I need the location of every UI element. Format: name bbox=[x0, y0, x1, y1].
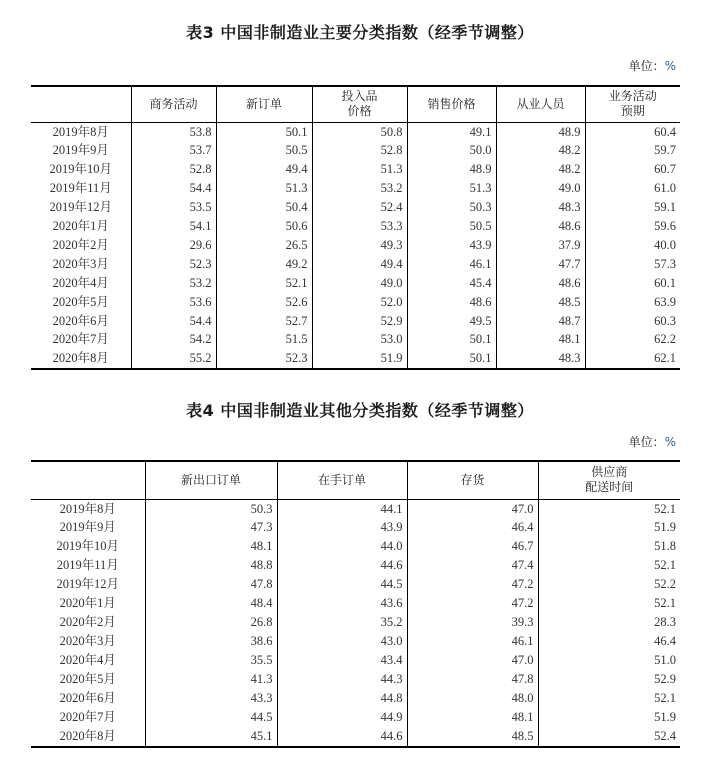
table-cell: 53.0 bbox=[312, 330, 407, 349]
table-row bbox=[31, 160, 680, 179]
table-cell: 47.2 bbox=[407, 594, 538, 613]
table3-unit bbox=[629, 57, 676, 74]
header-line: 商务活动 bbox=[149, 96, 198, 111]
table-cell: 53.6 bbox=[131, 293, 216, 312]
table-cell: 51.3 bbox=[312, 160, 407, 179]
table-cell: 50.1 bbox=[407, 330, 496, 349]
table-cell: 46.7 bbox=[407, 537, 538, 556]
table-cell: 52.7 bbox=[216, 312, 312, 331]
table-row bbox=[31, 312, 680, 331]
row-month-label: 2020年1月 bbox=[59, 596, 116, 611]
table-cell: 48.3 bbox=[496, 198, 585, 217]
table-cell: 28.3 bbox=[538, 613, 680, 632]
table-cell: 51.0 bbox=[538, 651, 680, 670]
table-cell: 48.9 bbox=[496, 122, 585, 141]
table-cell: 52.3 bbox=[131, 255, 216, 274]
table-cell: 59.1 bbox=[585, 198, 680, 217]
header-line: 新订单 bbox=[245, 96, 282, 111]
table-cell: 51.8 bbox=[538, 537, 680, 556]
table-cell: 47.7 bbox=[496, 255, 585, 274]
table-cell: 44.0 bbox=[277, 537, 407, 556]
table3-header-row bbox=[31, 86, 680, 122]
table-cell: 41.3 bbox=[145, 670, 277, 689]
table-cell: 43.3 bbox=[145, 689, 277, 708]
header-line: 业务活动 bbox=[608, 89, 657, 104]
table-cell: 49.4 bbox=[216, 160, 312, 179]
table-cell: 50.0 bbox=[407, 141, 496, 160]
table-row bbox=[31, 293, 680, 312]
table-cell: 49.4 bbox=[312, 255, 407, 274]
table-cell: 48.5 bbox=[407, 727, 538, 747]
table4-header-new-export-orders bbox=[145, 461, 277, 499]
table-cell: 45.1 bbox=[145, 727, 277, 747]
table-cell: 43.0 bbox=[277, 632, 407, 651]
table-cell: 52.3 bbox=[216, 349, 312, 369]
table-cell: 26.5 bbox=[216, 236, 312, 255]
table-cell: 54.4 bbox=[131, 312, 216, 331]
table-cell: 48.4 bbox=[145, 594, 277, 613]
table4 bbox=[31, 460, 680, 748]
header-line: 在手订单 bbox=[317, 472, 366, 487]
table-cell: 47.0 bbox=[407, 651, 538, 670]
row-month-label: 2019年8月 bbox=[52, 124, 109, 139]
table-cell: 49.0 bbox=[496, 179, 585, 198]
table3 bbox=[31, 85, 680, 370]
row-month-label: 2020年2月 bbox=[52, 237, 109, 252]
header-line: 销售价格 bbox=[427, 96, 476, 111]
table-cell: 44.6 bbox=[277, 727, 407, 747]
table-cell: 35.5 bbox=[145, 651, 277, 670]
table-cell: 48.6 bbox=[496, 274, 585, 293]
table3-unit-label: 单位： bbox=[628, 59, 665, 73]
table3-body bbox=[31, 122, 680, 369]
table-cell: 47.0 bbox=[407, 499, 538, 518]
table-cell: 53.8 bbox=[131, 122, 216, 141]
table-row bbox=[31, 651, 680, 670]
table-cell: 46.4 bbox=[538, 632, 680, 651]
row-month-label: 2020年3月 bbox=[52, 256, 109, 271]
row-month-label: 2020年4月 bbox=[59, 653, 116, 668]
table-cell: 55.2 bbox=[131, 349, 216, 369]
table-cell: 52.4 bbox=[312, 198, 407, 217]
table-row bbox=[31, 122, 680, 141]
table-cell: 51.3 bbox=[216, 179, 312, 198]
table4-body bbox=[31, 499, 680, 747]
table-cell: 53.2 bbox=[131, 274, 216, 293]
table-cell: 57.3 bbox=[585, 255, 680, 274]
header-line: 价格 bbox=[347, 104, 372, 119]
row-month-label: 2020年5月 bbox=[59, 672, 116, 687]
table-cell: 52.9 bbox=[312, 312, 407, 331]
table-cell: 54.4 bbox=[131, 179, 216, 198]
table-cell: 49.2 bbox=[216, 255, 312, 274]
row-month-label: 2020年3月 bbox=[59, 634, 116, 649]
table-cell: 50.1 bbox=[407, 349, 496, 369]
table-row bbox=[31, 179, 680, 198]
table-cell: 44.1 bbox=[277, 499, 407, 518]
table-cell: 38.6 bbox=[145, 632, 277, 651]
table-cell: 60.4 bbox=[585, 122, 680, 141]
table-cell: 46.1 bbox=[407, 632, 538, 651]
table-cell: 47.8 bbox=[407, 670, 538, 689]
table-row bbox=[31, 217, 680, 236]
table-row bbox=[31, 670, 680, 689]
table-row bbox=[31, 274, 680, 293]
table-cell: 54.1 bbox=[131, 217, 216, 236]
table3-unit-symbol: % bbox=[664, 59, 676, 73]
table-cell: 51.9 bbox=[538, 708, 680, 727]
table-cell: 47.8 bbox=[145, 575, 277, 594]
table-cell: 48.5 bbox=[496, 293, 585, 312]
table-cell: 49.1 bbox=[407, 122, 496, 141]
table-row bbox=[31, 141, 680, 160]
table-cell: 29.6 bbox=[131, 236, 216, 255]
table-cell: 43.9 bbox=[277, 518, 407, 537]
table-cell: 53.2 bbox=[312, 179, 407, 198]
row-month-label: 2020年8月 bbox=[59, 728, 116, 743]
table3-header-month bbox=[31, 86, 131, 122]
header-line: 从业人员 bbox=[516, 96, 565, 111]
table3-header-business-activity bbox=[131, 86, 216, 122]
table-row bbox=[31, 236, 680, 255]
table-cell: 50.3 bbox=[145, 499, 277, 518]
table-cell: 51.5 bbox=[216, 330, 312, 349]
table-cell: 48.1 bbox=[407, 708, 538, 727]
table4-header-backlog-orders bbox=[277, 461, 407, 499]
header-line: 配送时间 bbox=[585, 480, 634, 495]
table3-title: 表3 中国非制造业主要分类指数（经季节调整） bbox=[186, 23, 534, 42]
table4-title: 表4 中国非制造业其他分类指数（经季节调整） bbox=[186, 401, 534, 420]
table-cell: 37.9 bbox=[496, 236, 585, 255]
table-cell: 43.6 bbox=[277, 594, 407, 613]
table-row bbox=[31, 594, 680, 613]
table-cell: 52.1 bbox=[538, 556, 680, 575]
table-cell: 52.4 bbox=[538, 727, 680, 747]
row-month-label: 2020年1月 bbox=[52, 219, 109, 234]
table-cell: 52.1 bbox=[538, 594, 680, 613]
row-month-label: 2020年8月 bbox=[52, 351, 109, 366]
table-cell: 60.1 bbox=[585, 274, 680, 293]
table-row bbox=[31, 575, 680, 594]
table-cell: 60.3 bbox=[585, 312, 680, 331]
table-cell: 50.4 bbox=[216, 198, 312, 217]
row-month-label: 2019年11月 bbox=[49, 181, 112, 196]
table-cell: 48.9 bbox=[407, 160, 496, 179]
table4-unit bbox=[629, 433, 676, 450]
table-cell: 52.9 bbox=[538, 670, 680, 689]
table-cell: 53.7 bbox=[131, 141, 216, 160]
table-cell: 50.8 bbox=[312, 122, 407, 141]
table-row bbox=[31, 613, 680, 632]
table-cell: 54.2 bbox=[131, 330, 216, 349]
table3-header-input-prices bbox=[312, 86, 407, 122]
table-cell: 45.4 bbox=[407, 274, 496, 293]
table-row bbox=[31, 349, 680, 369]
table-cell: 52.0 bbox=[312, 293, 407, 312]
row-month-label: 2019年9月 bbox=[52, 143, 109, 158]
table-cell: 26.8 bbox=[145, 613, 277, 632]
table-cell: 46.1 bbox=[407, 255, 496, 274]
table-cell: 48.6 bbox=[496, 217, 585, 236]
table4-header-month bbox=[31, 461, 145, 499]
row-month-label: 2019年12月 bbox=[56, 577, 119, 592]
table-cell: 63.9 bbox=[585, 293, 680, 312]
table-cell: 52.2 bbox=[538, 575, 680, 594]
row-month-label: 2019年9月 bbox=[59, 520, 116, 535]
table-cell: 47.2 bbox=[407, 575, 538, 594]
table-cell: 62.2 bbox=[585, 330, 680, 349]
table-cell: 52.1 bbox=[538, 689, 680, 708]
header-line: 投入品 bbox=[341, 89, 378, 104]
table4-header-row bbox=[31, 461, 680, 499]
table-cell: 52.1 bbox=[538, 499, 680, 518]
table-cell: 51.9 bbox=[312, 349, 407, 369]
table-cell: 47.3 bbox=[145, 518, 277, 537]
row-month-label: 2020年5月 bbox=[52, 294, 109, 309]
row-month-label: 2019年11月 bbox=[56, 558, 119, 573]
table-cell: 48.1 bbox=[496, 330, 585, 349]
table-cell: 59.7 bbox=[585, 141, 680, 160]
row-month-label: 2020年6月 bbox=[52, 313, 109, 328]
table-cell: 48.3 bbox=[496, 349, 585, 369]
table-row bbox=[31, 255, 680, 274]
header-line: 预期 bbox=[620, 104, 645, 119]
row-month-label: 2020年7月 bbox=[52, 332, 109, 347]
table-cell: 35.2 bbox=[277, 613, 407, 632]
table-cell: 43.9 bbox=[407, 236, 496, 255]
table-cell: 51.3 bbox=[407, 179, 496, 198]
table-cell: 52.1 bbox=[216, 274, 312, 293]
table-cell: 48.2 bbox=[496, 141, 585, 160]
table-cell: 44.5 bbox=[277, 575, 407, 594]
table-cell: 40.0 bbox=[585, 236, 680, 255]
row-month-label: 2019年12月 bbox=[49, 200, 112, 215]
table-cell: 48.7 bbox=[496, 312, 585, 331]
table-row bbox=[31, 689, 680, 708]
table-cell: 44.3 bbox=[277, 670, 407, 689]
table-cell: 53.5 bbox=[131, 198, 216, 217]
table4-header-supplier-delivery bbox=[538, 461, 680, 499]
table4-unit-symbol: % bbox=[664, 435, 676, 449]
table-cell: 61.0 bbox=[585, 179, 680, 198]
table-cell: 59.6 bbox=[585, 217, 680, 236]
table-cell: 44.9 bbox=[277, 708, 407, 727]
row-month-label: 2019年8月 bbox=[59, 501, 116, 516]
table-cell: 39.3 bbox=[407, 613, 538, 632]
table-cell: 44.8 bbox=[277, 689, 407, 708]
table-cell: 50.3 bbox=[407, 198, 496, 217]
table-row bbox=[31, 330, 680, 349]
table3-header-sales-prices bbox=[407, 86, 496, 122]
row-month-label: 2020年6月 bbox=[59, 691, 116, 706]
table-cell: 52.8 bbox=[131, 160, 216, 179]
table-cell: 50.1 bbox=[216, 122, 312, 141]
table4-unit-label: 单位： bbox=[628, 435, 665, 449]
table-row bbox=[31, 632, 680, 651]
table-cell: 62.1 bbox=[585, 349, 680, 369]
table-row bbox=[31, 556, 680, 575]
header-line: 存货 bbox=[460, 472, 485, 487]
table-row bbox=[31, 499, 680, 518]
table-cell: 60.7 bbox=[585, 160, 680, 179]
table-cell: 50.5 bbox=[216, 141, 312, 160]
table3-header-new-orders bbox=[216, 86, 312, 122]
table-row bbox=[31, 537, 680, 556]
table-cell: 52.6 bbox=[216, 293, 312, 312]
table-cell: 48.2 bbox=[496, 160, 585, 179]
row-month-label: 2020年2月 bbox=[59, 615, 116, 630]
table-row bbox=[31, 727, 680, 747]
table-cell: 47.4 bbox=[407, 556, 538, 575]
table-row bbox=[31, 198, 680, 217]
table-row bbox=[31, 518, 680, 537]
table-cell: 48.6 bbox=[407, 293, 496, 312]
table-cell: 48.0 bbox=[407, 689, 538, 708]
table-cell: 49.0 bbox=[312, 274, 407, 293]
table4-header-inventory bbox=[407, 461, 538, 499]
table-cell: 48.1 bbox=[145, 537, 277, 556]
table-cell: 49.5 bbox=[407, 312, 496, 331]
table-cell: 51.9 bbox=[538, 518, 680, 537]
table-cell: 44.5 bbox=[145, 708, 277, 727]
table-cell: 52.8 bbox=[312, 141, 407, 160]
table-cell: 44.6 bbox=[277, 556, 407, 575]
table-cell: 48.8 bbox=[145, 556, 277, 575]
row-month-label: 2020年4月 bbox=[52, 275, 109, 290]
table-cell: 49.3 bbox=[312, 236, 407, 255]
table3-header-business-expectation bbox=[585, 86, 680, 122]
row-month-label: 2019年10月 bbox=[56, 539, 119, 554]
header-line: 新出口订单 bbox=[180, 472, 241, 487]
table3-header-employment bbox=[496, 86, 585, 122]
table-cell: 50.6 bbox=[216, 217, 312, 236]
header-line: 供应商 bbox=[591, 465, 628, 480]
row-month-label: 2019年10月 bbox=[49, 162, 112, 177]
row-month-label: 2020年7月 bbox=[59, 709, 116, 724]
table-cell: 50.5 bbox=[407, 217, 496, 236]
table-cell: 43.4 bbox=[277, 651, 407, 670]
table-row bbox=[31, 708, 680, 727]
table-cell: 53.3 bbox=[312, 217, 407, 236]
table-cell: 46.4 bbox=[407, 518, 538, 537]
